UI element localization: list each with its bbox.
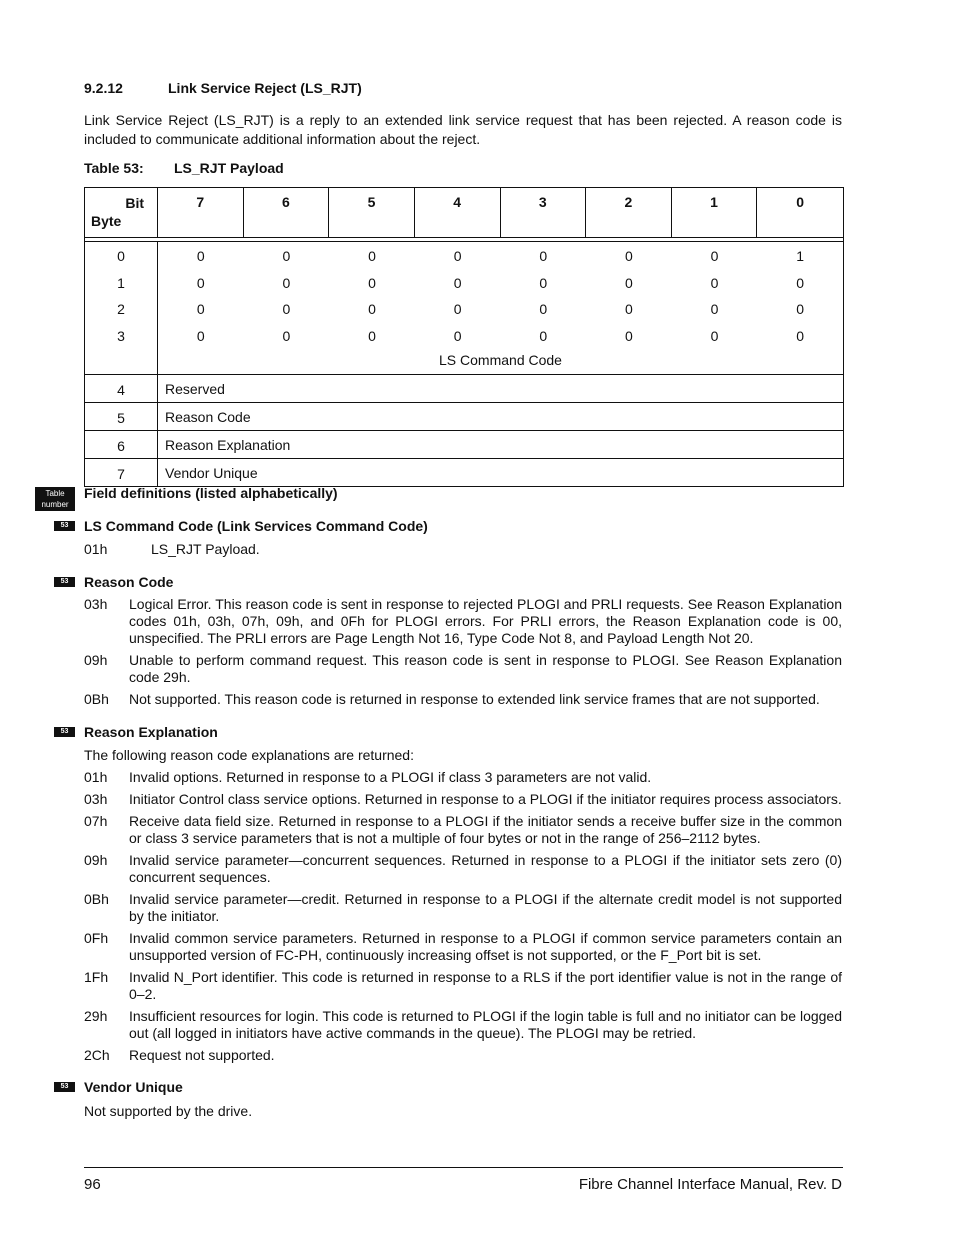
bit-value: 0 (282, 327, 291, 344)
ls-command-item (84, 541, 842, 558)
field-name: Reserved (158, 375, 844, 403)
bit-header: 3 (500, 188, 586, 238)
bit-value: 0 (196, 301, 205, 318)
payload-table (84, 187, 844, 487)
field-row-reserved (85, 375, 844, 403)
bit-value: 0 (539, 301, 548, 318)
corner-byte-label: Byte (91, 213, 122, 229)
bit-header: 2 (586, 188, 672, 238)
byte-number: 6 (85, 431, 158, 459)
bit-value: 0 (539, 248, 548, 264)
ls-command-heading: LS Command Code (Link Services Command Code) (84, 518, 428, 534)
corner-bit-label: Bit (125, 195, 144, 211)
reason-explanation-item: 1Fh Invalid N_Port identifier. This code is returned in response to a RLS if the port identifier value is not in the range of 0–2. (84, 969, 842, 1002)
bit-value: 0 (625, 301, 633, 318)
reason-explanation-item: 01h Invalid options. Returned in response to a PLOGI if class 3 parameters are not valid. (84, 769, 652, 785)
bit-value: 0 (539, 274, 548, 291)
bit-header: 0 (757, 188, 844, 238)
bit-value: 0 (368, 274, 376, 291)
byte-number: 0 (117, 248, 125, 264)
byte-number: 1 (117, 274, 125, 291)
byte-number: 3 (117, 327, 125, 344)
bit-value: 0 (625, 248, 633, 264)
section-number: 9.2.12 (84, 80, 123, 96)
vendor-unique-heading: Vendor Unique (84, 1079, 183, 1095)
bit-value: 0 (453, 274, 462, 291)
table-tag: 53 (54, 1082, 75, 1092)
reason-explanation-item: 0Bh Invalid service parameter—credit. Returned in response to a PLOGI if the alternate credit model is not supported by the initiator. (84, 891, 842, 924)
section-title: Link Service Reject (LS_RJT) (168, 80, 362, 96)
intro-paragraph: Link Service Reject (LS_RJT) is a reply to an extended link service request that has been rejected. A reason code is included to communicate additional information about the reject. (84, 112, 842, 147)
manual-title: Fibre Channel Interface Manual, Rev. D (578, 1176, 842, 1193)
bit-value: 0 (625, 327, 633, 344)
bit-header: 6 (243, 188, 329, 238)
reason-code-item: 0Bh Not supported. This reason code is returned in response to extended link service frames that are not supported. (84, 691, 820, 707)
table-header-row (85, 188, 844, 238)
item-code: 01h (84, 541, 108, 557)
field-definitions-heading: Field definitions (listed alphabetically) (84, 485, 338, 501)
bit-value: 0 (453, 301, 462, 318)
table-tag: 53 (54, 727, 75, 737)
reason-code-item: 03h Logical Error. This reason code is sent in response to rejected PLOGI and PRLI requests. See Reason Explanation codes 01h, 03h, 07h, 09h, and 0Fh for PLOGI errors. For PRLI errors, the Reason Explanation code is 00, unspecified. The PRLI errors are Page Length Not 16, Type Code Not 8, and Payload Length Not 20. (84, 596, 842, 646)
field-row-reason-explanation (85, 431, 844, 459)
bit-value: 0 (539, 327, 548, 344)
table-tag: 53 (54, 521, 75, 531)
bit-values-grid (158, 242, 843, 349)
reason-explanation-item: 09h Invalid service parameter—concurrent sequences. Returned in response to a PLOGI if the initiator sets zero (0) concurrent sequences. (84, 852, 842, 885)
table-tag: 53 (54, 577, 75, 587)
table-title: LS_RJT Payload (174, 160, 284, 176)
bit-value: 0 (710, 274, 719, 291)
reason-explanation-item: 29h Insufficient resources for login. This code is returned to PLOGI if the login table is full and no initiator can be logged out (all logged in initiators have active commands in the queue). The PLOGI may be retried. (84, 1008, 842, 1041)
table-label: Table 53: (84, 160, 144, 176)
bit-value: 0 (710, 301, 719, 318)
bit-value: 0 (453, 248, 462, 264)
bit-value: 0 (368, 301, 376, 318)
bit-value: 0 (196, 327, 205, 344)
field-name: Vendor Unique (158, 459, 844, 487)
bit-value: 0 (282, 248, 291, 264)
byte-number: 5 (85, 403, 158, 431)
reason-explanation-item: 03h Initiator Control class service options. Returned in response to a PLOGI if the initiator requires process associators. (84, 791, 842, 807)
page-number: 96 (84, 1176, 101, 1193)
bit-value: 0 (368, 327, 376, 344)
bit-value: 0 (368, 248, 376, 264)
bit-value: 0 (796, 301, 805, 318)
bit-value: 0 (453, 327, 462, 344)
bit-value: 0 (796, 327, 805, 344)
byte-number: 7 (85, 459, 158, 487)
reason-explanation-item: 2Ch Request not supported. (84, 1047, 275, 1063)
command-byte-cell (85, 242, 158, 375)
table-number-tag: Table number (35, 487, 75, 511)
reason-explanation-item: 07h Receive data field size. Returned in response to a PLOGI if the initiator sends a receive buffer size in the common or class 3 service parameters that is not a multiple of four bytes or not in the range of 256–2112 bytes. (84, 813, 842, 846)
bit-value: 0 (710, 248, 719, 264)
reason-explanation-item: 0Fh Invalid common service parameters. Returned in response to a PLOGI if common service parameters contain an unsupported version of FC-PH, continuously increasing offset is not supported, or the F_Port bit is set. (84, 930, 842, 963)
reason-explanation-heading: Reason Explanation (84, 724, 218, 740)
command-bits-cell (158, 242, 844, 375)
bit-value: 0 (796, 274, 805, 291)
bit-byte-corner (85, 188, 158, 238)
bit-value: 0 (196, 274, 205, 291)
bit-header: 4 (414, 188, 500, 238)
field-row-reason-code (85, 403, 844, 431)
field-name: Reason Explanation (158, 431, 844, 459)
bit-header: 7 (158, 188, 244, 238)
ls-command-code-label: LS Command Code (439, 352, 562, 369)
item-desc: LS_RJT Payload. (151, 541, 260, 557)
vendor-unique-desc: Not supported by the drive. (84, 1103, 253, 1119)
bit-value: 0 (710, 327, 719, 344)
command-code-row (85, 242, 844, 375)
bit-value: 0 (282, 301, 291, 318)
bit-value: 1 (796, 248, 805, 264)
field-name: Reason Code (158, 403, 844, 431)
reason-explanation-lead: The following reason code explanations are returned: (84, 747, 414, 763)
footer-rule (84, 1167, 843, 1168)
byte-number: 4 (85, 375, 158, 403)
byte-number: 2 (117, 301, 125, 318)
reason-code-item: 09h Unable to perform command request. This reason code is sent in response to PLOGI. See Reason Explanation code 29h. (84, 652, 842, 685)
section-heading (84, 80, 362, 96)
bit-header: 5 (329, 188, 415, 238)
field-row-vendor-unique (85, 459, 844, 487)
bit-value: 0 (282, 274, 291, 291)
bit-value: 0 (625, 274, 633, 291)
bit-value: 0 (196, 248, 205, 264)
bit-header: 1 (671, 188, 757, 238)
reason-code-heading: Reason Code (84, 574, 174, 590)
table-caption (84, 160, 284, 176)
